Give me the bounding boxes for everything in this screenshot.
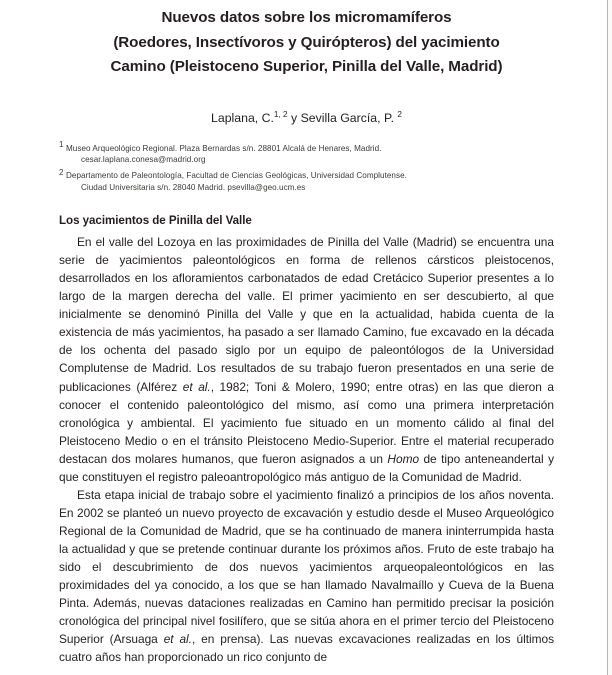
affiliation-2-line-2: Ciudad Universitaria s/n. 28040 Madrid. psevilla@geo.ucm.es xyxy=(81,182,306,192)
paragraph-2: Esta etapa inicial de trabajo sobre el yacimiento finalizó a principios de los años noventa. En 2002 se planteó un nuevo proyecto de excavación y estudio desde el Museo Arqueológico Regional de la Comunidad de Madrid, que se ha continuado de manera ininterrumpida hasta la actualidad y que se pretende continuar durante los próximos años. Fruto de este trabajo ha sido el descubrimiento de dos nuevos yacimientos arqueopaleontológicos en las proximidades del ya conocido, a los que se han llamado Navalmaíllo y Cueva de la Buena Pinta. Además, nuevas dataciones realizadas en Camino han permitido precisar la posición cronológica del principal nivel fosilífero, que se sitúa ahora en el primer tercio del Pleistoceno Superior (Arsuaga et al., en prensa). Las nuevas excavaciones realizadas en los últimos cuatro años han proporcionado un rico conjunto de xyxy=(59,487,555,665)
body-text xyxy=(59,228,554,666)
title-line-1: Nuevos datos sobre los micromamíferos xyxy=(161,9,452,26)
author-2-name: Sevilla García, P. xyxy=(300,110,394,125)
affiliation-2 xyxy=(59,167,554,193)
author-line xyxy=(59,80,554,126)
author-1-name: Laplana, C. xyxy=(211,110,274,125)
author-1-affiliation-marker: 1, 2 xyxy=(273,109,288,119)
page-title xyxy=(59,0,554,80)
paragraph-1: En el valle del Lozoya en las proximidades de Pinilla del Valle (Madrid) se encuentra una serie de yacimientos paleontológicos en forma de rellenos cársticos pleistocenos, desarrollados en los afloramientos carbonatados de edad Cretácico Superior presentes a lo largo de la margen derecha del valle. El primer yacimiento en ser descubierto, al que inicialmente se denominó Pinilla del Valle y que en la actualidad, habida cuenta de la existencia de más yacimientos, ha pasado a ser llamado Camino, fue excavado en la década de los ochenta del pasado siglo por un equipo de paleontólogos de la Universidad Complutense de Madrid. Los resultados de su trabajo fueron presentados en una serie de publicaciones (Alférez et al., 1982; Toni & Molero, 1990; entre otras) en las que dieron a conocer el contenido paleontológico del mismo, así como una primera interpretación cronológica y ambiental. El yacimiento fue situado en un momento cálido al final del Pleistoceno Medio o en el tránsito Pleistoceno Medio-Superior. Entre el material recuperado destacan dos molares humanos, que fueron asignados a un Homo de tipo anteneandertal y que constituyen el registro paleoantropológico más antiguo de la Comunidad de Madrid. xyxy=(59,235,554,484)
affiliations-block xyxy=(59,126,554,194)
section-heading: Los yacimientos de Pinilla del Valle xyxy=(59,214,252,228)
page-edge-gutter xyxy=(608,0,612,675)
title-line-2: (Roedores, Insectívoros y Quirópteros) del yacimiento xyxy=(113,33,500,51)
author-2-affiliation-marker: 2 xyxy=(397,109,402,119)
affiliation-1-marker: 1 xyxy=(59,139,64,149)
affiliation-1-email: cesar.laplana.conesa@madrid.org xyxy=(81,154,206,164)
title-line-3: Camino (Pleistoceno Superior, Pinilla del Valle, Madrid) xyxy=(110,58,503,75)
page-edge-rule xyxy=(607,0,608,675)
page-content xyxy=(59,0,554,666)
affiliation-2-marker: 2 xyxy=(59,167,64,177)
author-conjunction: y xyxy=(287,110,301,125)
affiliation-2-line-1: Departamento de Paleontología, Facultad de Ciencias Geológicas, Universidad Complutense. xyxy=(66,171,407,181)
affiliation-1 xyxy=(59,139,554,166)
affiliation-1-line-1: Museo Arqueológico Regional. Plaza Bernardas s/n. 28801 Alcalá de Henares, Madrid. xyxy=(66,143,382,153)
